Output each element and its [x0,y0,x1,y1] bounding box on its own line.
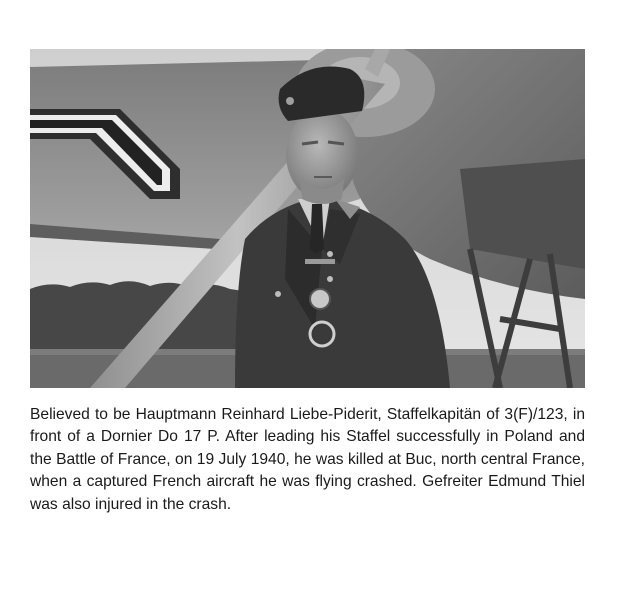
eyebrow-right [328,142,344,144]
ribbon-bar [305,259,335,264]
historical-photo [30,49,585,388]
button-3 [275,291,281,297]
officer-face [286,108,358,200]
medal-iron-cross [310,289,330,309]
photo-caption: Believed to be Hauptmann Reinhard Liebe-Piderit, Staffelkapitän of 3(F)/123, in front of a Dornier Do 17 P. After leading his Staffel successfully in Poland and the Battle of France, on 19 July 1940, he was killed at Buc, north central France, when a captured French aircraft he was flying crashed. Gefreiter Edmund Thiel was also injured in the crash. [30,406,585,513]
button-2 [327,276,333,282]
tie [310,204,324,254]
photo-illustration [30,49,585,388]
button-1 [327,251,333,257]
eyebrow-left [302,142,318,144]
cap-badge [286,97,294,105]
